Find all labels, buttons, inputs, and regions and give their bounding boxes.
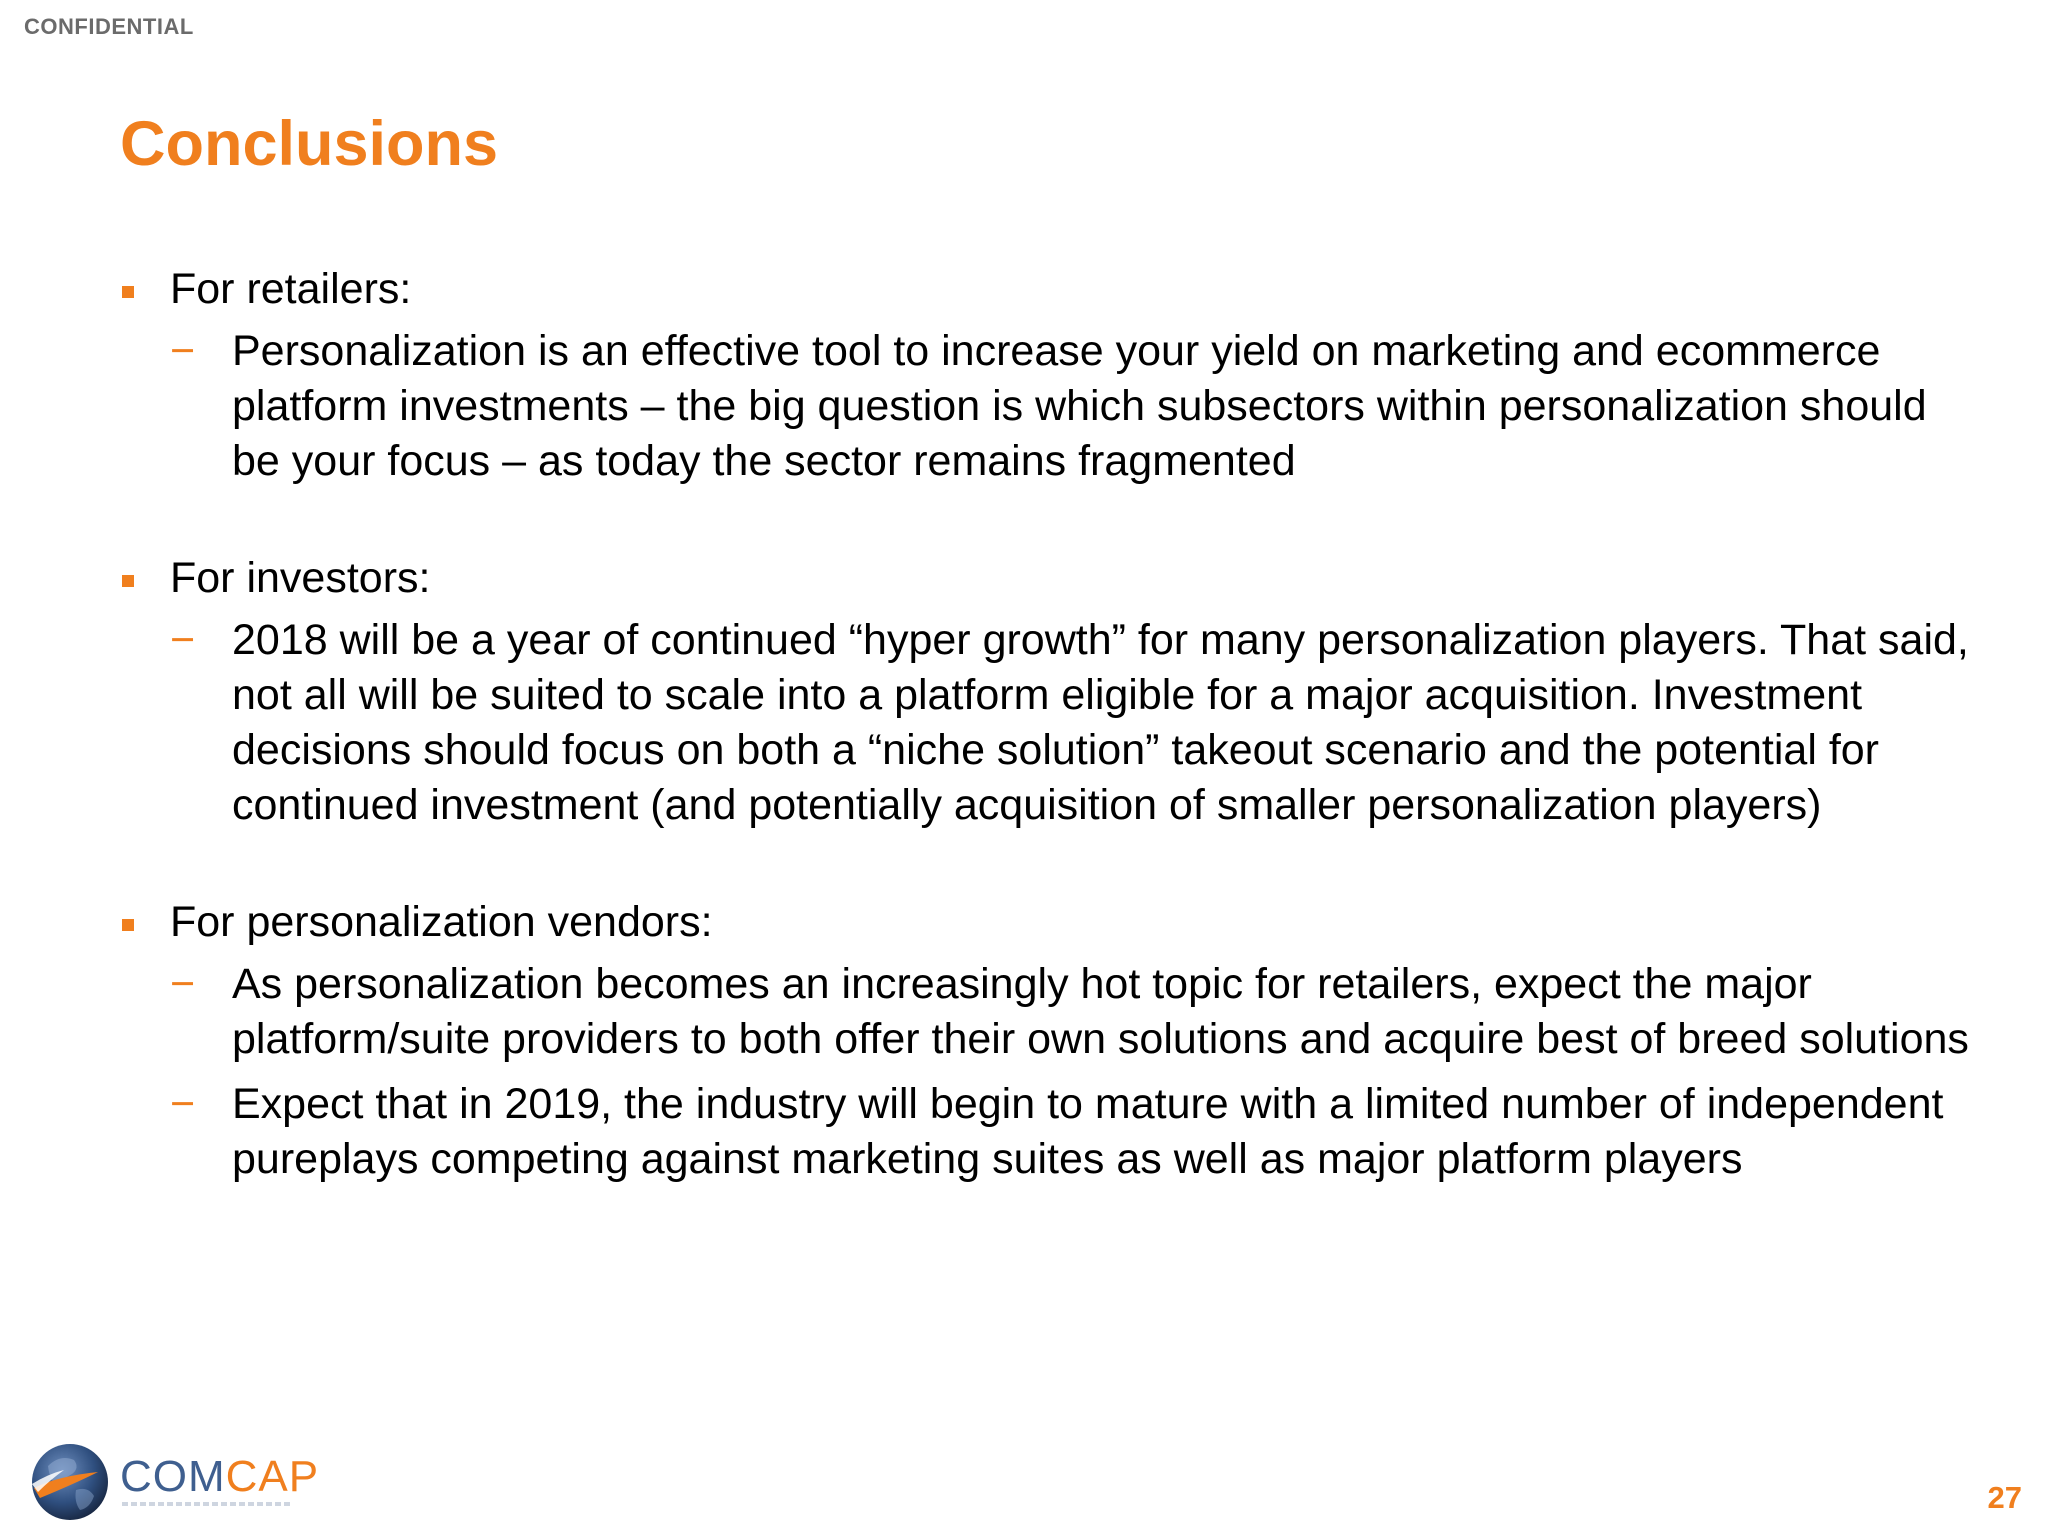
bullet-investors xyxy=(120,551,1980,613)
bullet-heading-vendors: For personalization vendors: xyxy=(170,898,713,946)
bullet-heading-investors: For investors: xyxy=(170,554,431,602)
dash-bullet-icon: − xyxy=(170,616,196,664)
sub-point-vendors-1 xyxy=(120,957,1980,1067)
page-number: 27 xyxy=(1987,1480,2022,1515)
sub-point-text: Expect that in 2019, the industry will begin to mature with a limited number of independent pureplays competing against marketing suites as well as major platform players xyxy=(232,1080,1944,1183)
slide-content xyxy=(120,262,1980,1187)
logo-tagline-decoration xyxy=(122,1502,292,1506)
orange-square-bullet-icon xyxy=(122,575,134,587)
bullet-heading-retailers: For retailers: xyxy=(170,265,412,313)
comcap-wordmark: COMCAP xyxy=(120,1452,320,1501)
globe-icon xyxy=(28,1436,108,1526)
orange-square-bullet-icon xyxy=(122,919,134,931)
slide-title: Conclusions xyxy=(120,109,499,179)
section-investors xyxy=(120,551,1980,833)
sub-point-investors-1 xyxy=(120,613,1980,833)
sub-point-vendors-2 xyxy=(120,1077,1980,1187)
comcap-logo xyxy=(28,1436,320,1526)
confidential-label: CONFIDENTIAL xyxy=(24,14,194,39)
dash-bullet-icon: − xyxy=(170,1080,196,1128)
section-vendors xyxy=(120,895,1980,1187)
sub-point-text: As personalization becomes an increasingly hot topic for retailers, expect the major platform/suite providers to both offer their own solutions and acquire best of breed solutions xyxy=(232,960,1969,1063)
section-retailers xyxy=(120,262,1980,489)
orange-square-bullet-icon xyxy=(122,286,134,298)
dash-bullet-icon: − xyxy=(170,327,196,375)
sub-point-text: Personalization is an effective tool to increase your yield on marketing and ecommerce platform investments – the big question is which subsectors within personalization should be your focus – as today the sector remains fragmented xyxy=(232,327,1927,485)
sub-point-text: 2018 will be a year of continued “hyper growth” for many personalization players. That said, not all will be suited to scale into a platform eligible for a major acquisition. Investment decisions should focus on both a “niche solution” takeout scenario and the potential for continued investment (and potentially acquisition of smaller personalization players) xyxy=(232,616,1969,829)
dash-bullet-icon: − xyxy=(170,960,196,1008)
bullet-vendors xyxy=(120,895,1980,957)
sub-point-retailers-1 xyxy=(120,324,1980,489)
bullet-retailers xyxy=(120,262,1980,324)
